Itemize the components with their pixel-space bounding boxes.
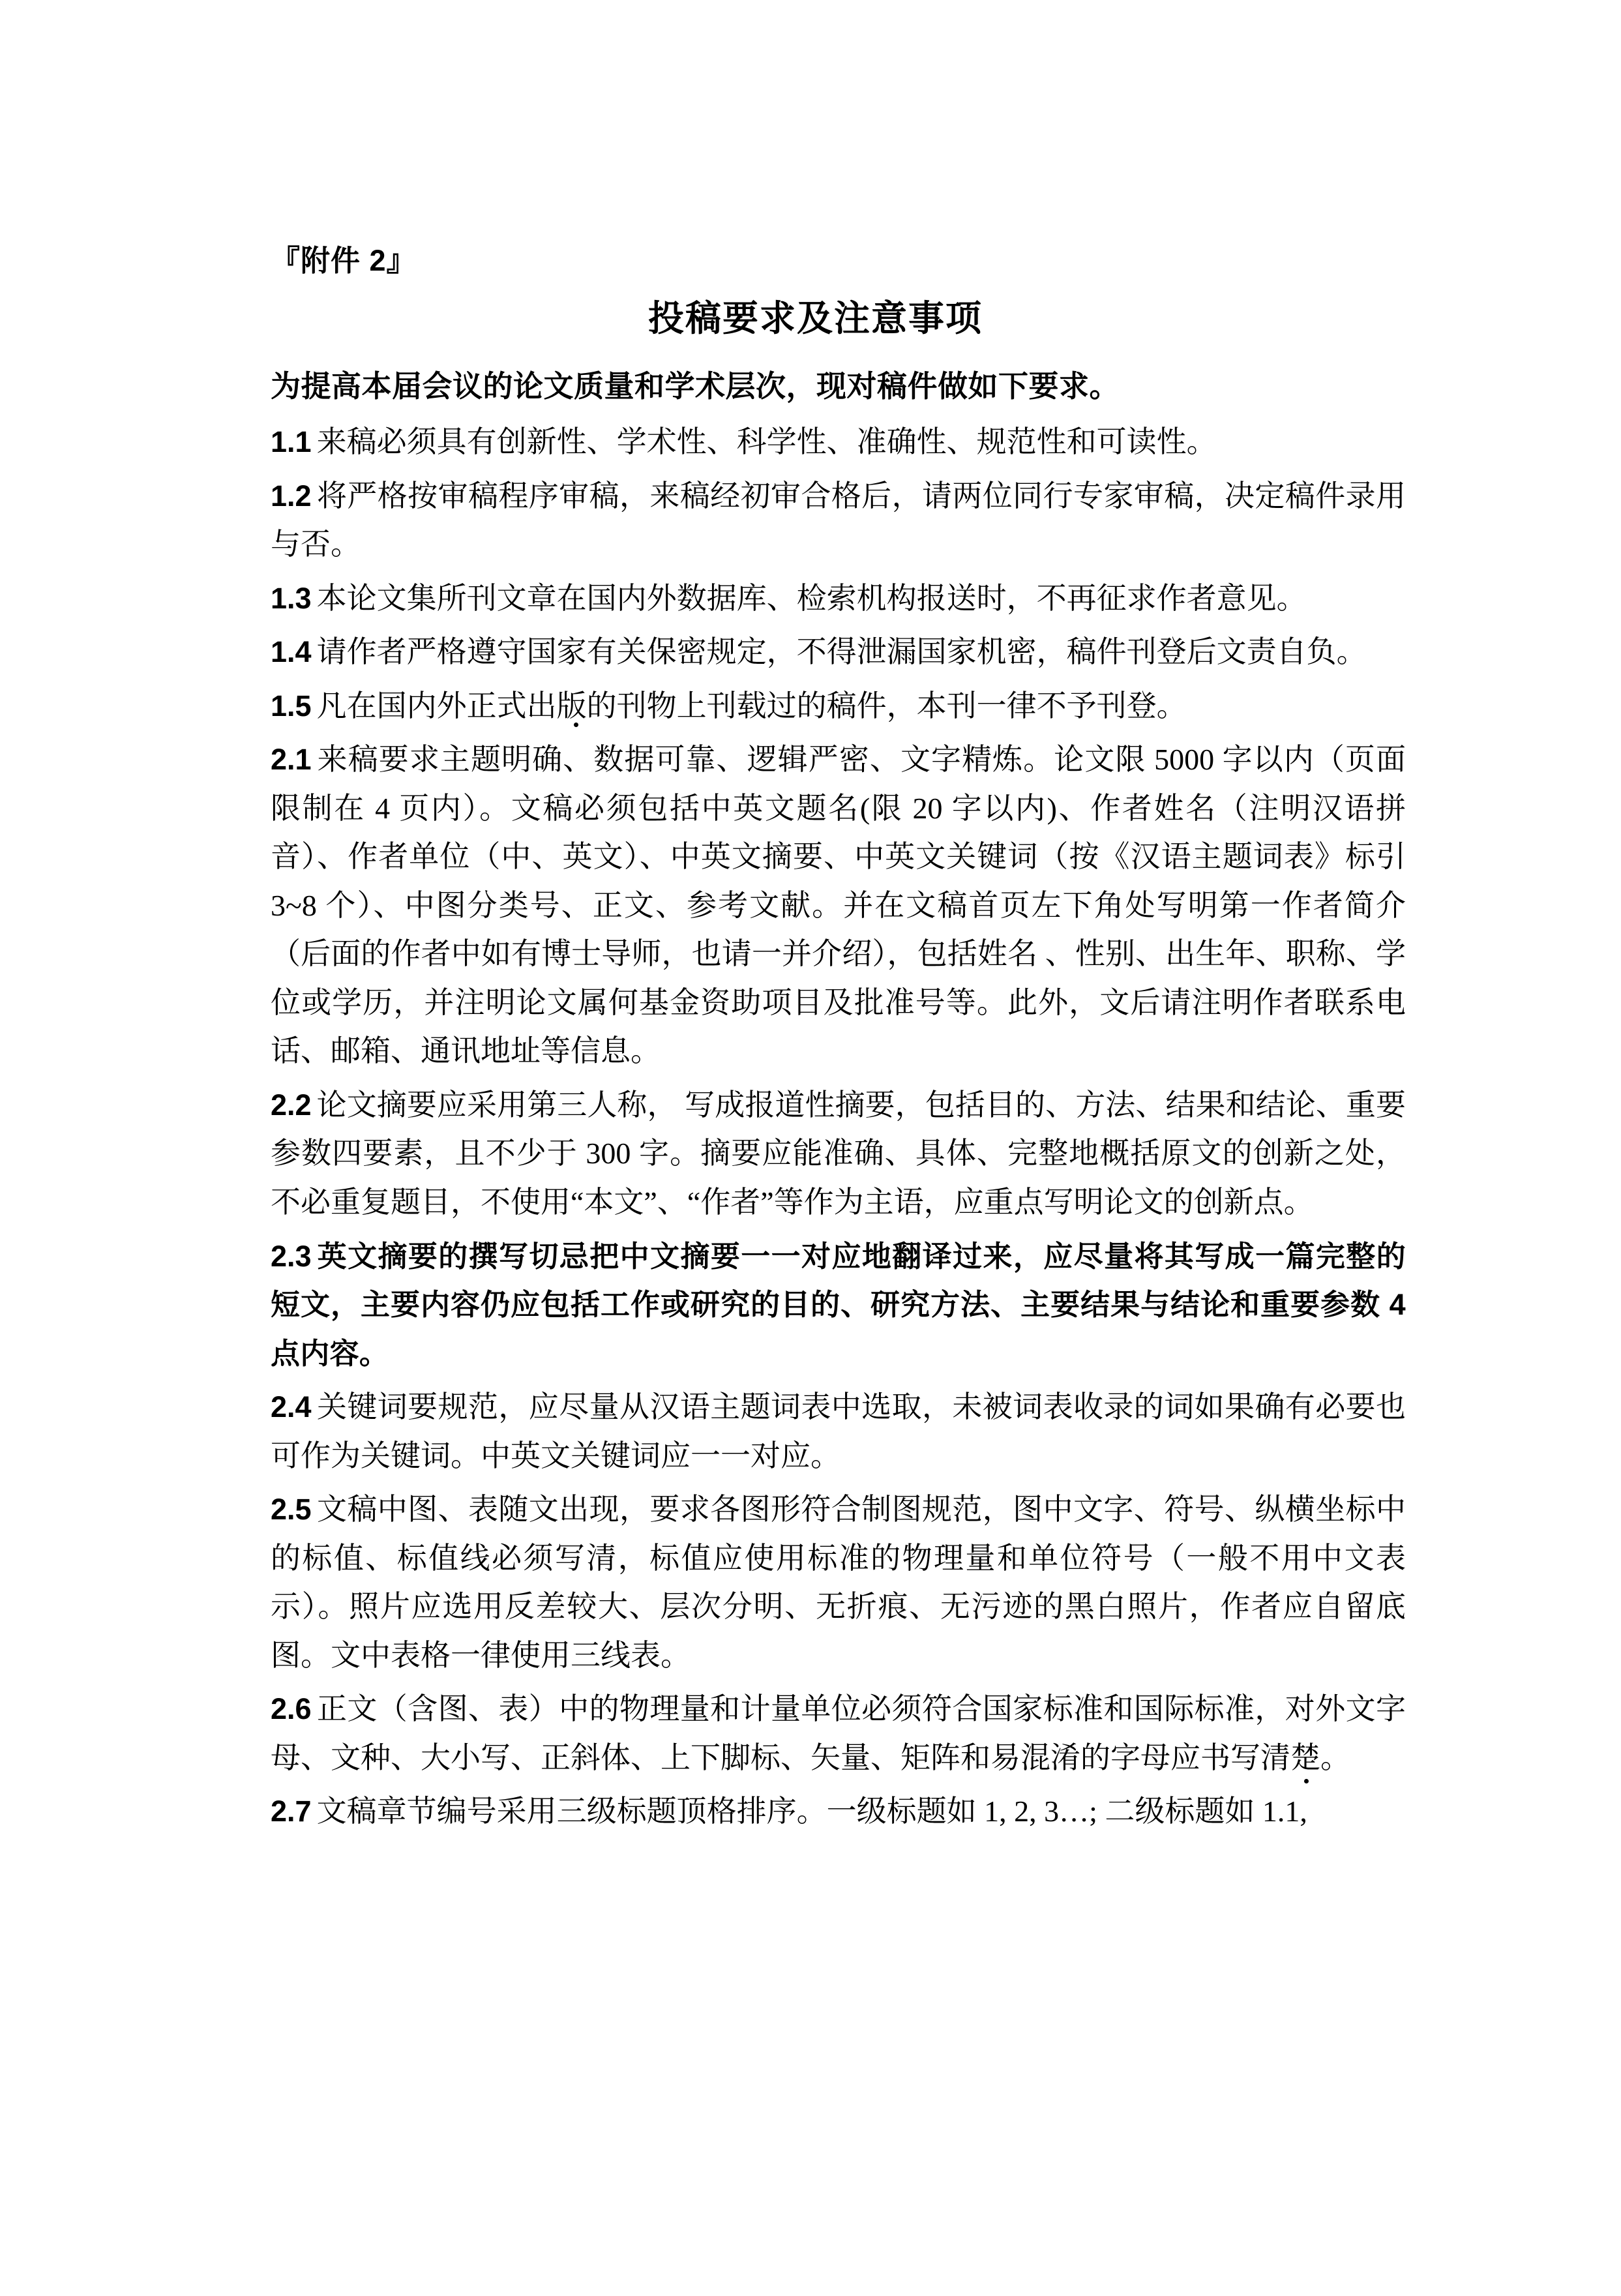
clause-number: 2.2 [271,1088,312,1122]
clause-number: 2.7 [271,1795,312,1828]
clause-item [271,574,1406,623]
clause-item [271,1485,1406,1680]
clause-number: 2.1 [271,743,312,777]
page-title: 投稿要求及注意事项 [647,297,983,338]
clause-text: 来稿要求主题明确、数据可靠、逻辑严密、文字精炼。论文限 5000 字以内（页面限制在 4 页内）。文稿必须包括中英文题名(限 20 字以内)、作者姓名（注明汉语拼音）、作者单位（中、英文）、中英文摘要、中英文关键词（按《汉语主题词表》标引 3~8 个）、中图分类号、正文、参考文献。并在文稿首页左下角处写明第一作者简介（后面的作者中如有博士导师，也请一并介绍），包括姓名 、性别、出生年、职称、学位或学历，并注明论文属何基金资助项目及批准号等。此外，文后请注明作者联系电话、邮箱、通讯地址等信息。 [271,743,1406,1068]
clause-text: 将严格按审稿程序审稿，来稿经初审合格后，请两位同行专家审稿，决定稿件录用与否。 [271,479,1406,561]
stray-mark [1304,1779,1309,1783]
clause-text: 来稿必须具有创新性、学术性、科学性、准确性、规范性和可读性。 [316,425,1217,459]
lead-paragraph: 为提高本届会议的论文质量和学术层次，现对稿件做如下要求。 [271,369,1120,404]
clause-item [271,1081,1406,1227]
clause-item [271,682,1406,731]
clause-text: 文稿中图、表随文出现，要求各图形符合制图规范，图中文字、符号、纵横坐标中的标值、标值线必须写清，标值应使用标准的物理量和单位符号（一般不用中文表示）。照片应选用反差较大、层次分明、无折痕、无污迹的黑白照片，作者应自留底图。文中表格一律使用三线表。 [271,1493,1406,1672]
clause-item [271,472,1406,569]
clause-text: 请作者严格遵守国家有关保密规定，不得泄漏国家机密，稿件刊登后文责自负。 [316,635,1367,669]
clause-number: 1.3 [271,581,312,615]
clause-text: 论文摘要应采用第三人称， 写成报道性摘要，包括目的、方法、结果和结论、重要参数四要素，且不少于 300 字。摘要应能准确、具体、完整地概括原文的创新之处， 不必重复题目，不使用“本文”、“作者”等作为主语，应重点写明论文的创新点。 [271,1088,1406,1219]
clause-text: 本论文集所刊文章在国内外数据库、检索机构报送时，不再征求作者意见。 [316,581,1307,615]
clause-number: 1.4 [271,635,312,669]
clause-list [271,418,1406,1836]
clause-text: 英文摘要的撰写切忌把中文摘要一一对应地翻译过来，应尽量将其写成一篇完整的短文，主要内容仍应包括工作或研究的目的、研究方法、主要结果与结论和重要参数 4 点内容。 [271,1239,1406,1370]
stray-mark [574,723,578,727]
clause-number: 1.2 [271,479,312,513]
clause-number: 2.6 [271,1692,312,1726]
clause-item [271,1383,1406,1480]
clause-item [271,1232,1406,1379]
clause-number: 2.3 [271,1239,312,1273]
attachment-tag: 『附件 2』 [271,244,417,277]
clause-item [271,736,1406,1076]
clause-item [271,628,1406,677]
clause-text: 凡在国内外正式出版的刊物上刊载过的稿件，本刊一律不予刊登。 [316,689,1187,723]
clause-text: 文稿章节编号采用三级标题顶格排序。一级标题如 1, 2, 3…; 二级标题如 1.1, [316,1795,1307,1828]
clause-item [271,1685,1406,1782]
clause-number: 1.1 [271,425,312,459]
clause-item [271,418,1406,467]
clause-text: 关键词要规范，应尽量从汉语主题词表中选取，未被词表收录的词如果确有必要也可作为关键词。中英文关键词应一一对应。 [271,1390,1406,1472]
clause-number: 2.5 [271,1493,312,1527]
clause-text: 正文（含图、表）中的物理量和计量单位必须符合国家标准和国际标准，对外文字母、文种、大小写、正斜体、上下脚标、矢量、矩阵和易混淆的字母应书写清楚。 [271,1692,1406,1774]
clause-number: 2.4 [271,1390,312,1424]
clause-item [271,1787,1406,1836]
clause-number: 1.5 [271,689,312,723]
